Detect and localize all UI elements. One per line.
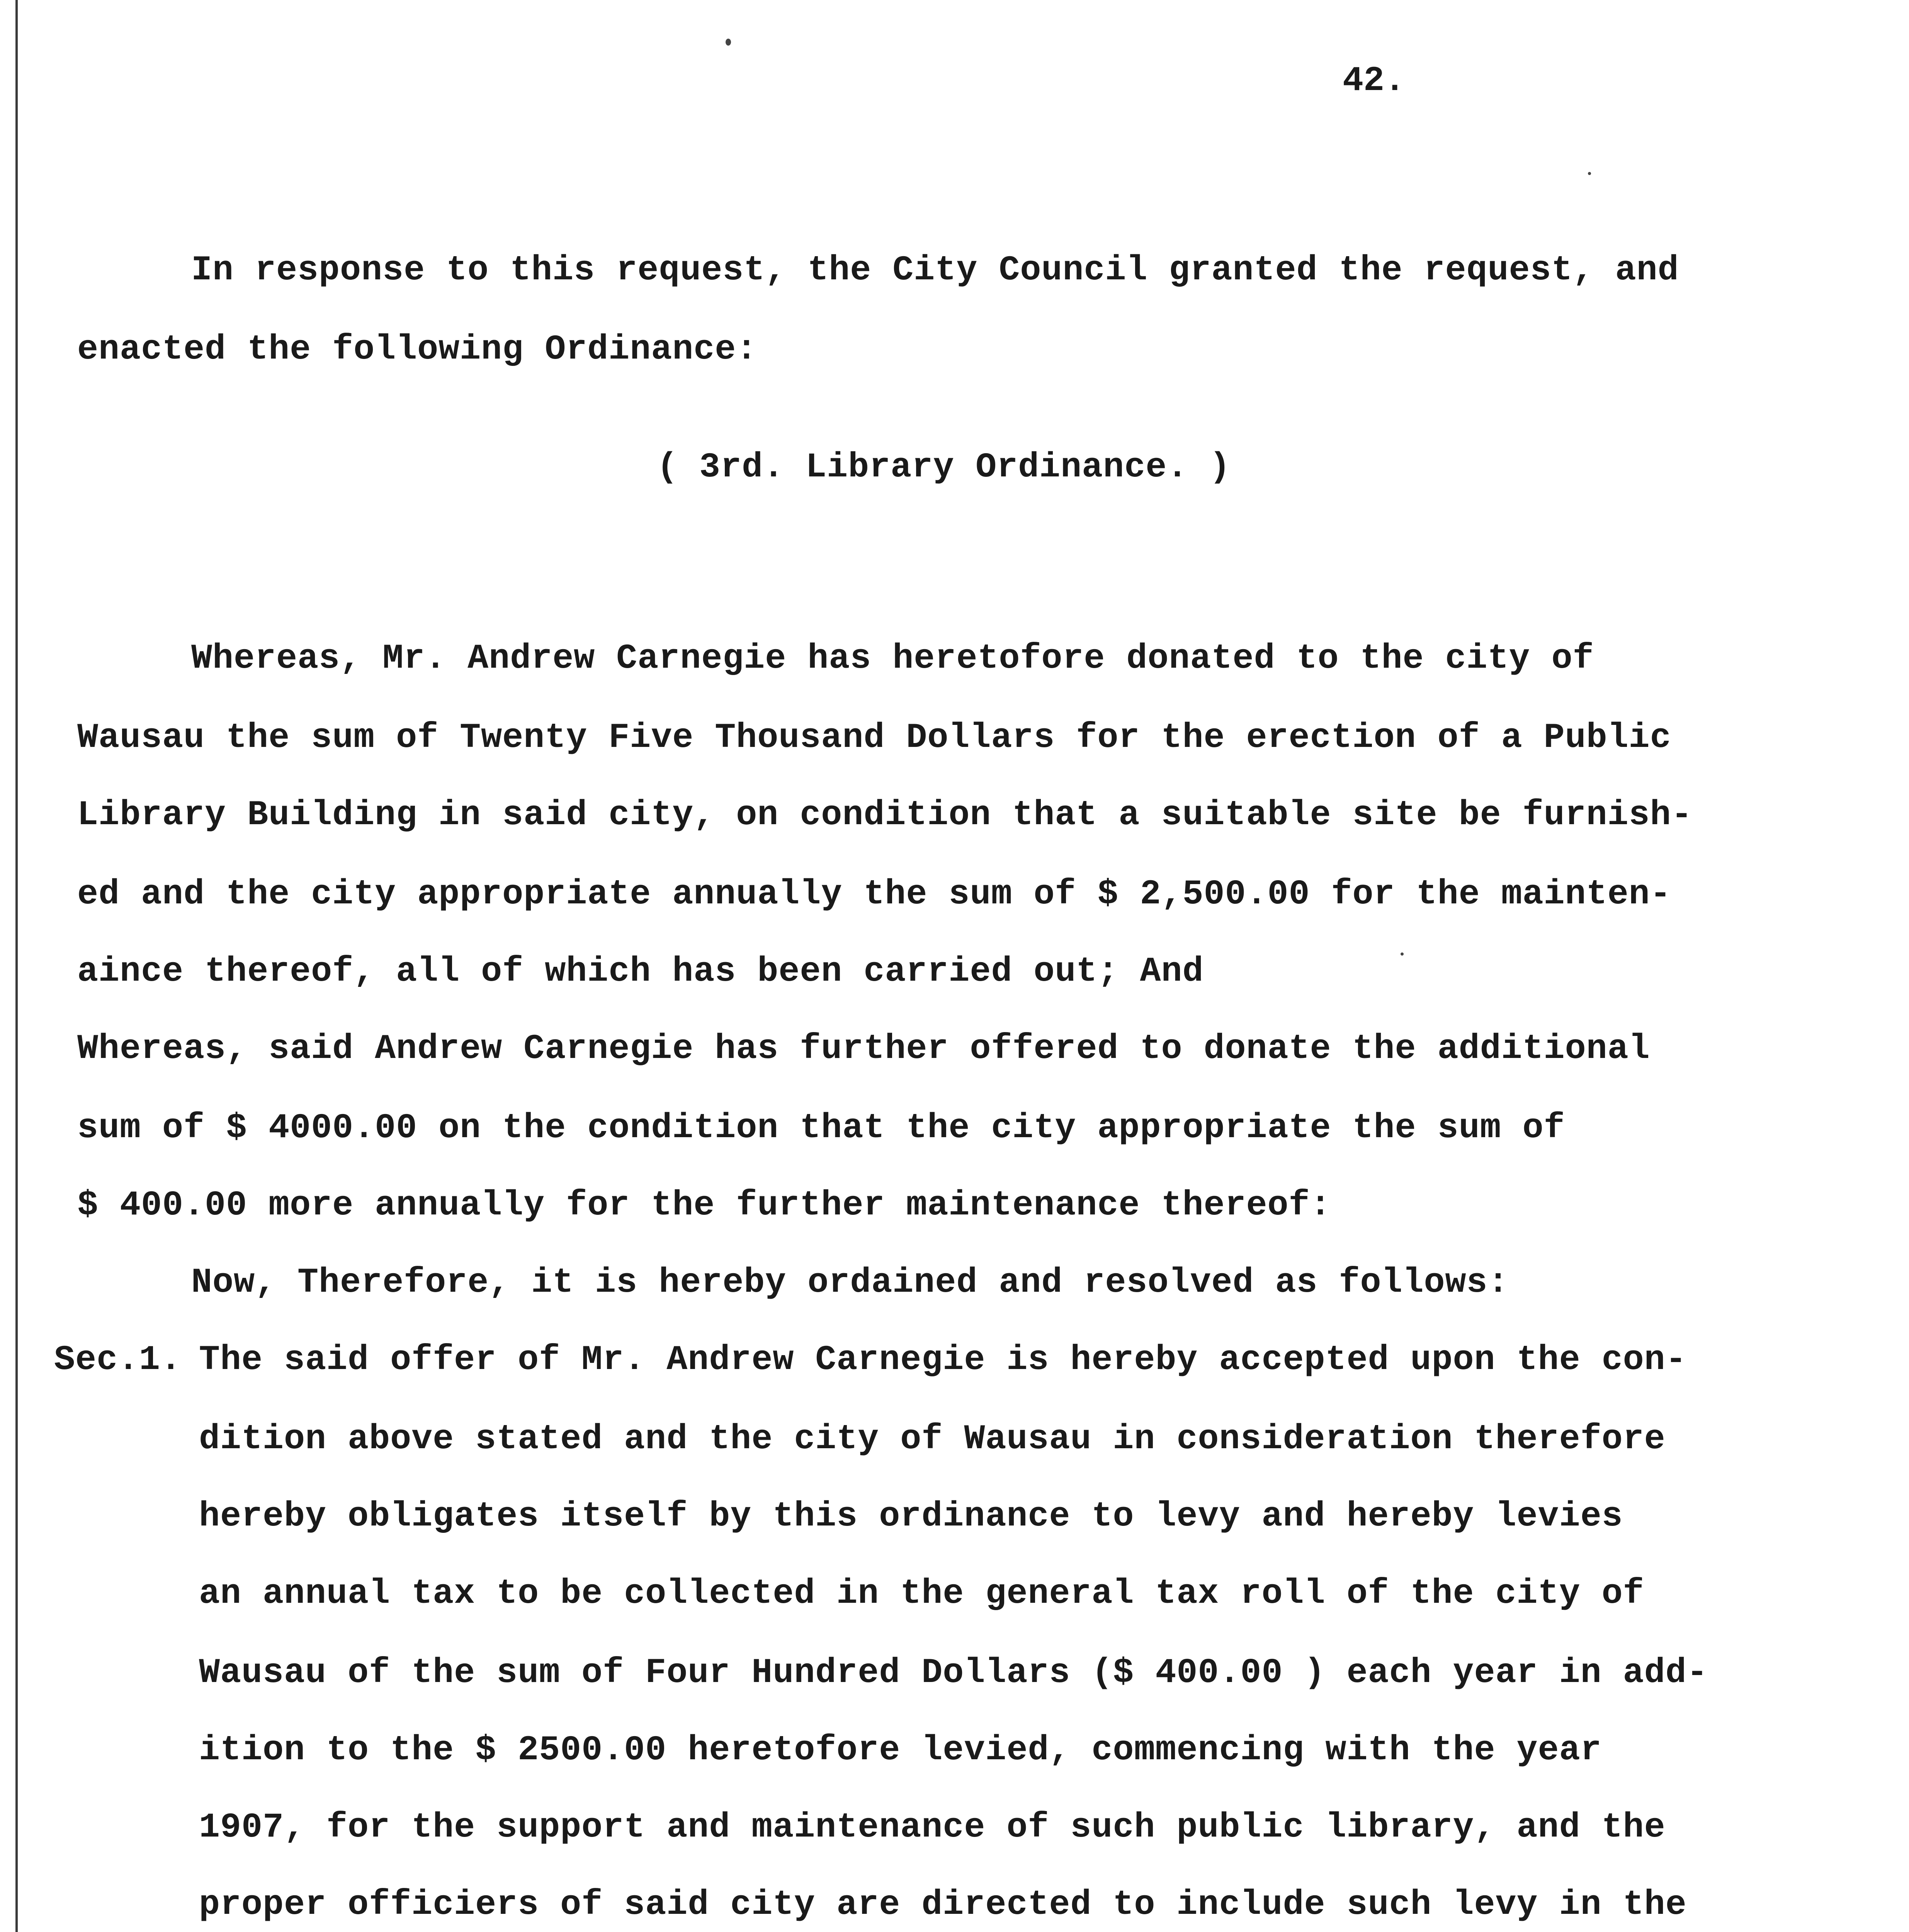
ink-speck [726, 39, 731, 46]
sec1-line: an annual tax to be collected in the general tax roll of the city of [199, 1574, 1644, 1614]
sec1-line: hereby obligates itself by this ordinance to levy and hereby levies [199, 1497, 1623, 1536]
sec1-line: The said offer of Mr. Andrew Carnegie is hereby accepted upon the con- [199, 1340, 1687, 1380]
sec1-line: dition above stated and the city of Wausau in consideration therefore [199, 1420, 1666, 1459]
ordinance-heading: ( 3rd. Library Ordinance. ) [657, 448, 1231, 487]
ink-speck [1588, 172, 1591, 175]
whereas-line: Wausau the sum of Twenty Five Thousand Dollars for the erection of a Public [77, 718, 1671, 758]
whereas-line: $ 400.00 more annually for the further maintenance thereof: [77, 1186, 1331, 1225]
whereas-line: Library Building in said city, on condition that a suitable site be furnish- [77, 796, 1693, 835]
page-number: 42. [1343, 61, 1406, 101]
whereas-line: aince thereof, all of which has been carried out; And [77, 952, 1204, 992]
ink-speck [1401, 952, 1404, 956]
whereas-line: sum of $ 4000.00 on the condition that the city appropriate the sum of [77, 1109, 1565, 1148]
intro-line: enacted the following Ordinance: [77, 330, 758, 369]
whereas-line: Whereas, said Andrew Carnegie has further offered to donate the additional [77, 1029, 1650, 1069]
intro-line: In response to this request, the City Council granted the request, and [191, 251, 1679, 290]
sec1-line: 1907, for the support and maintenance of such public library, and the [199, 1808, 1666, 1847]
sec1-line: proper officiers of said city are directed to include such levy in the [199, 1885, 1687, 1925]
sec1-line: ition to the $ 2500.00 heretofore levied, commencing with the year [199, 1731, 1602, 1770]
now-therefore-line: Now, Therefore, it is hereby ordained and resolved as follows: [191, 1263, 1509, 1303]
left-margin-rule [15, 0, 18, 1932]
whereas-line: ed and the city appropriate annually the sum of $ 2,500.00 for the mainten- [77, 875, 1671, 914]
sec1-line: Wausau of the sum of Four Hundred Dollars ($ 400.00 ) each year in add- [199, 1653, 1708, 1693]
sec1-label: Sec.1. [54, 1340, 182, 1380]
whereas-line: Whereas, Mr. Andrew Carnegie has heretofore donated to the city of [191, 639, 1594, 679]
